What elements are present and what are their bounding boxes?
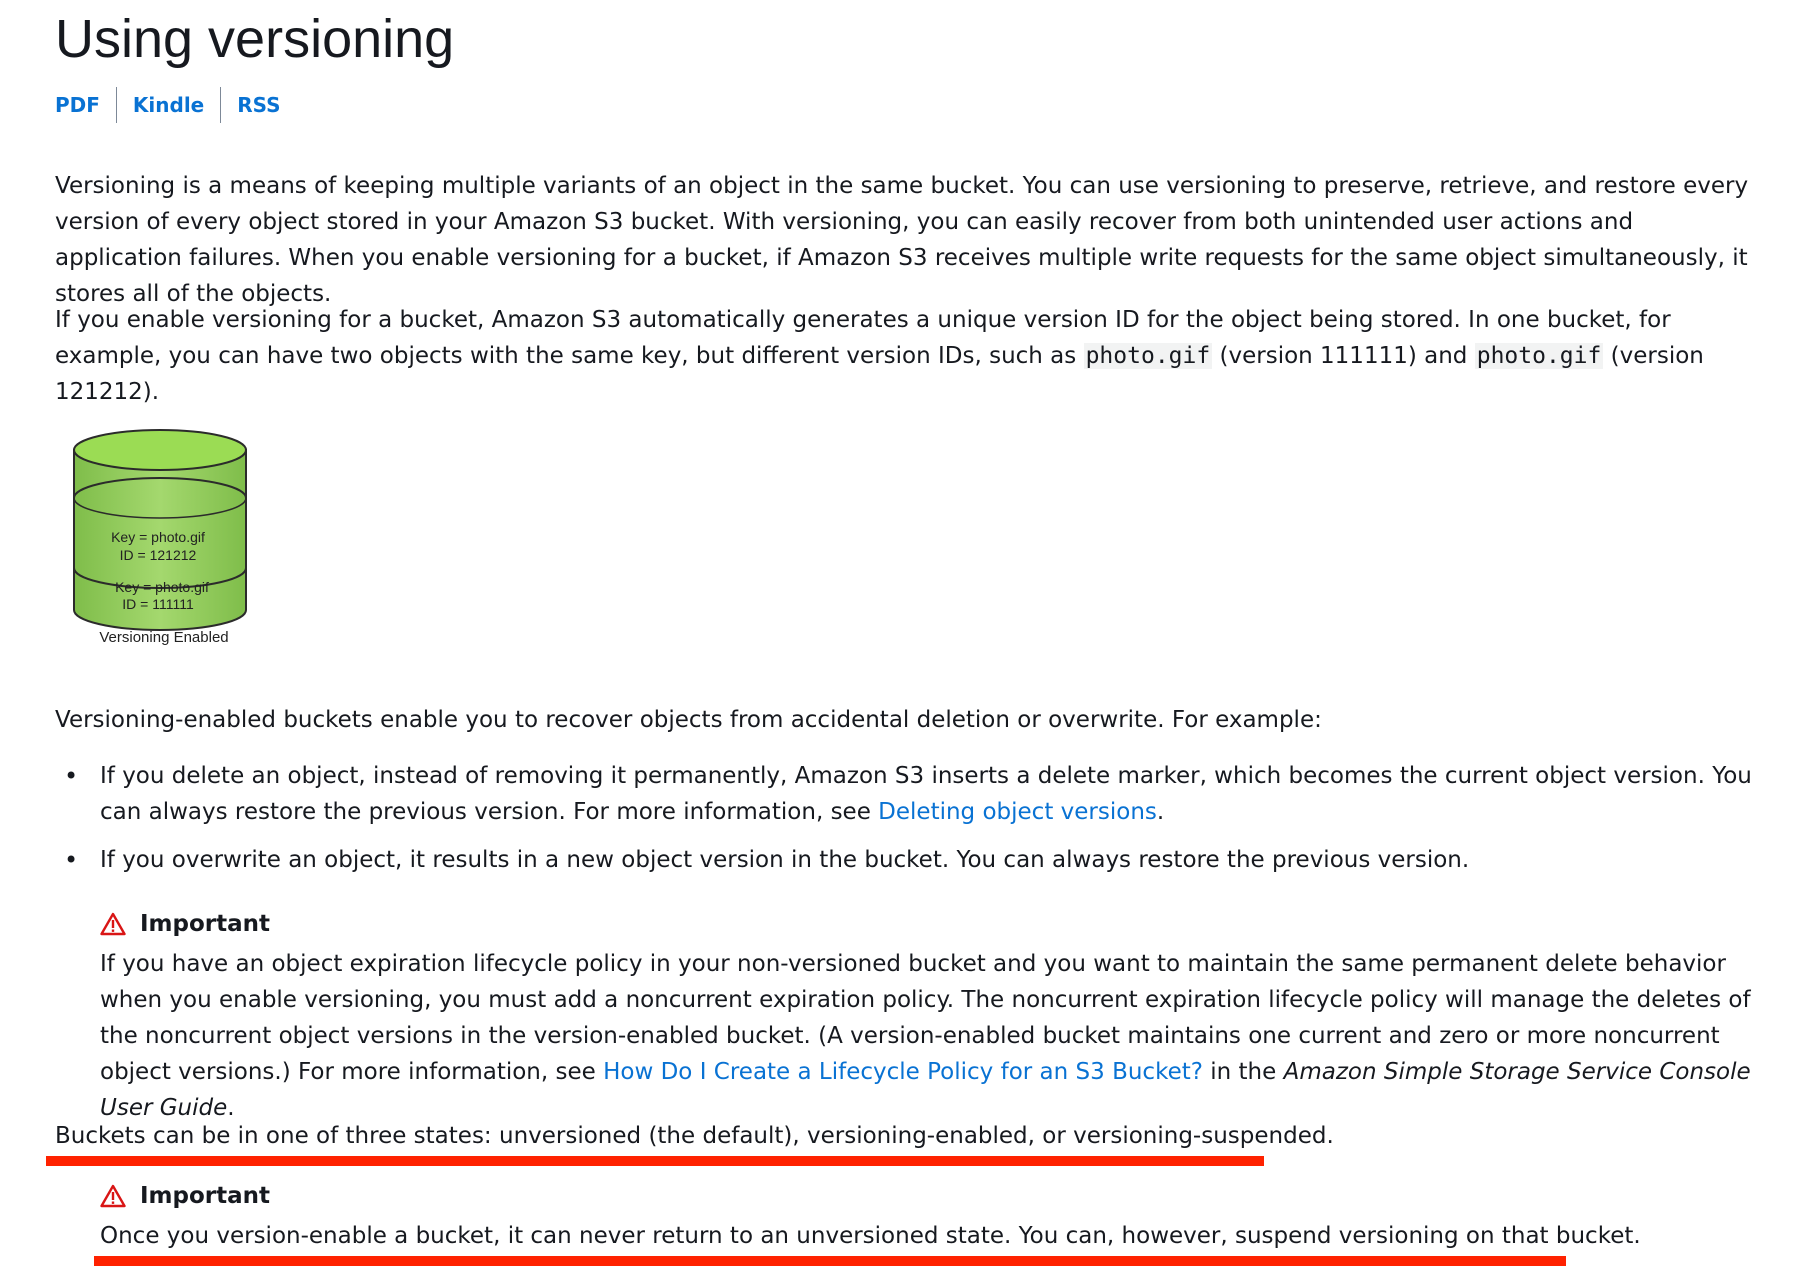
alert1-text2: in the xyxy=(1202,1059,1284,1085)
alert-title xyxy=(100,1178,1755,1214)
bucket-states-paragraph: Buckets can be in one of three states: unversioned (the default), versioning-enabled, or versioning-suspended. xyxy=(55,1123,1334,1149)
page-title: Using versioning xyxy=(55,9,455,69)
para2-text3: (version 121212). xyxy=(55,343,1704,405)
highlight-underline-important xyxy=(94,1256,1566,1266)
object1-key: Key = photo.gif xyxy=(111,529,205,545)
bullet1-text: If you delete an object, instead of removing it permanently, Amazon S3 inserts a delete marker, which becomes the current object version. You can always restore the previous version. For more information, see xyxy=(100,763,1752,825)
intro-paragraph: Versioning is a means of keeping multiple variants of an object in the same bucket. You can use versioning to preserve, retrieve, and restore every version of every object stored in your Amazon S3 bucket. With versioning, you can easily recover from both unintended user actions and application failures. When you enable versioning for a bucket, if Amazon S3 receives multiple write requests for the same object simultaneously, it stores all of the objects. xyxy=(55,173,1749,307)
rss-link[interactable]: RSS xyxy=(220,87,296,123)
object2-key: Key = photo.gif xyxy=(115,579,209,595)
versioning-diagram xyxy=(70,428,260,652)
para2-text2: (version 111111) and xyxy=(1212,343,1475,369)
kindle-link[interactable]: Kindle xyxy=(116,87,220,123)
list-item xyxy=(100,758,1755,830)
important-alert-unversioned xyxy=(100,1178,1755,1254)
bucket-cylinder-icon xyxy=(70,428,260,648)
page-content xyxy=(55,0,1755,1249)
important-alert-lifecycle xyxy=(100,906,1755,1126)
highlight-underline-states xyxy=(46,1156,1264,1166)
warning-triangle-icon xyxy=(100,912,126,936)
recovery-paragraph: Versioning-enabled buckets enable you to recover objects from accidental deletion or overwrite. For example: xyxy=(55,707,1322,733)
bullet1-end: . xyxy=(1156,799,1165,825)
doc-links xyxy=(55,87,1755,123)
warning-triangle-icon xyxy=(100,1184,126,1208)
pdf-link[interactable]: PDF xyxy=(55,93,100,118)
code-photo-gif-2: photo.gif xyxy=(1476,343,1602,369)
alert-title-text: Important xyxy=(140,1183,271,1209)
deleting-object-versions-link[interactable]: Deleting object versions xyxy=(878,799,1157,825)
object1-id: ID = 121212 xyxy=(119,547,197,563)
console-user-guide-title: Amazon Simple Storage Service Console User Guide xyxy=(100,1059,1751,1121)
recovery-list xyxy=(55,758,1755,890)
alert-title xyxy=(100,906,1755,942)
diagram-caption: Versioning Enabled xyxy=(99,629,229,646)
bullet2-text: If you overwrite an object, it results in a new object version in the bucket. You can always restore the previous version. xyxy=(100,847,1470,873)
object2-id: ID = 111111 xyxy=(122,596,194,612)
lifecycle-policy-link[interactable]: How Do I Create a Lifecycle Policy for an S3 Bucket? xyxy=(603,1059,1203,1085)
list-item xyxy=(100,842,1755,878)
version-id-paragraph xyxy=(55,302,1755,410)
para2-text1: If you enable versioning for a bucket, Amazon S3 automatically generates a unique version ID for the object being stored. In one bucket, for example, you can have two objects with the same key, but different version IDs, such as xyxy=(55,307,1671,369)
alert-title-text: Important xyxy=(140,911,271,937)
alert-body xyxy=(100,946,1755,1126)
alert1-end: . xyxy=(227,1095,235,1121)
code-photo-gif-1: photo.gif xyxy=(1085,343,1211,369)
alert-body: Once you version-enable a bucket, it can never return to an unversioned state. You can, however, suspend versioning on that bucket. xyxy=(100,1223,1641,1249)
alert1-text1: If you have an object expiration lifecycle policy in your non-versioned bucket and you want to maintain the same permanent delete behavior when you enable versioning, you must add a noncurrent expiration policy. The noncurrent expiration lifecycle policy will manage the deletes of the noncurrent object versions in the version-enabled bucket. (A version-enabled bucket maintains one current and zero or more noncurrent object versions.) For more information, see xyxy=(100,951,1751,1085)
